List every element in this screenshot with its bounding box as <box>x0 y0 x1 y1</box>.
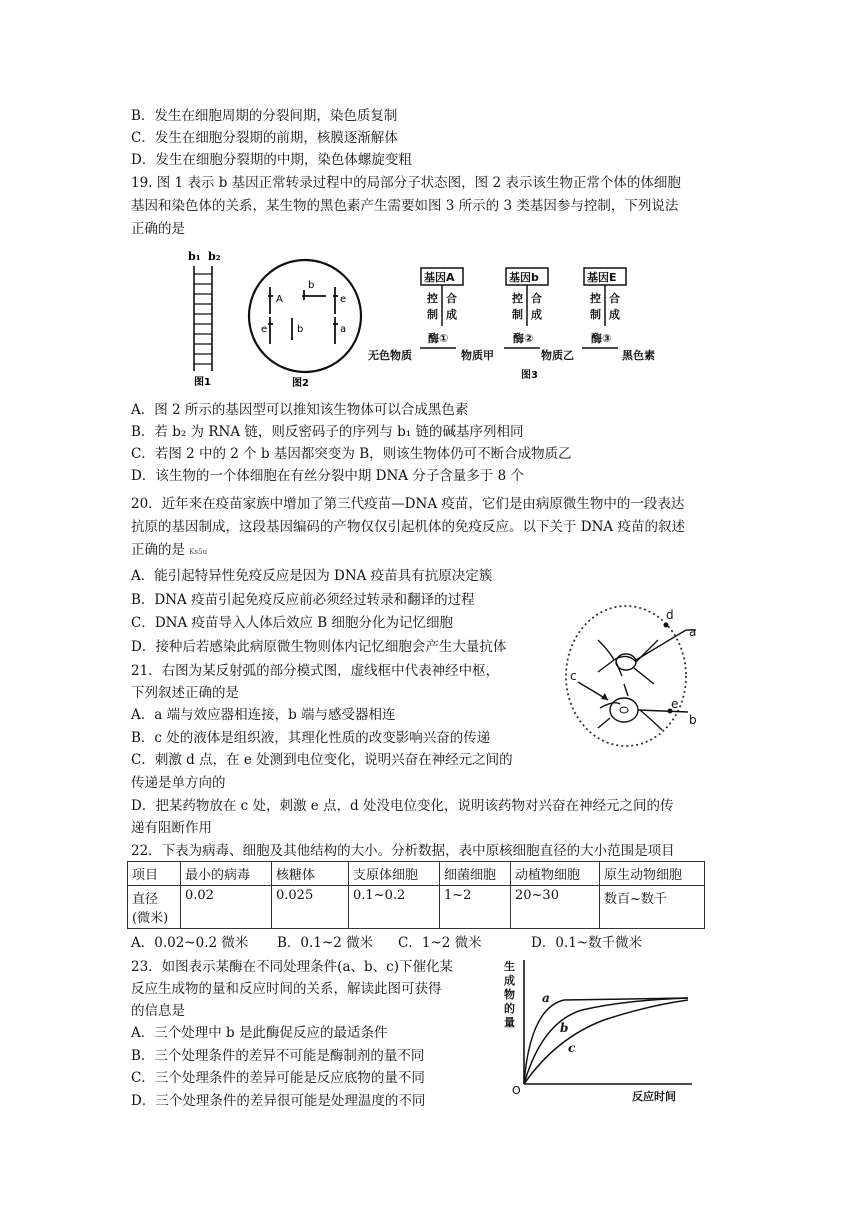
q23-stem-2: 反应生成物的量和反应时间的关系，解读此图可获得 <box>131 981 442 997</box>
ctrl-1-b: 合 <box>446 292 457 305</box>
table-row <box>128 886 705 929</box>
q21-option-d-2: 递有阻断作用 <box>131 820 212 836</box>
q21-option-c-1: C．刺激 d 点，在 e 处测到电位变化，说明兴奋在神经元之间的 <box>131 752 513 768</box>
table-cell: 0.025 <box>272 886 349 929</box>
ylabel-2: 成 <box>504 974 515 987</box>
q21-option-a: A．a 端与效应器相连接，b 端与感受器相连 <box>131 707 396 723</box>
q20-option-c: C．DNA 疫苗导入人体后效应 B 细胞分化为记忆细胞 <box>131 615 454 631</box>
q19-stem-1: 19. 图 1 表示 b 基因正常转录过程中的局部分子状态图，图 2 表示该生物正常个体的体细胞 <box>131 175 681 191</box>
reaction-graph <box>496 956 706 1106</box>
ylabel-5: 量 <box>504 1016 515 1029</box>
substance-colorless: 无色物质 <box>368 349 412 362</box>
q21-option-b: B．c 处的液体是组织液，其理化性质的改变影响兴奋的传递 <box>131 730 491 746</box>
q20-option-a: A．能引起特异性免疫反应是因为 DNA 疫苗具有抗原决定簇 <box>131 568 493 584</box>
table-cell: 0.1~0.2 <box>349 886 440 929</box>
q22-option-a: A．0.02~0.2 微米 <box>131 935 249 951</box>
table-header-cell: 支原体细胞 <box>349 862 440 886</box>
table-cell: 数百~数千 <box>600 886 705 929</box>
fig2-label-e-left: e <box>261 324 268 335</box>
curve-c <box>524 1000 688 1084</box>
q21-option-c-2: 传递是单方向的 <box>131 775 226 791</box>
ctrl-3-c: 制 <box>590 308 601 321</box>
table-header-cell: 原生动物细胞 <box>600 862 705 886</box>
ctrl-1-d: 成 <box>446 308 457 321</box>
ctrl-3-a: 控 <box>590 292 601 305</box>
q19-option-d: D．该生物的一个体细胞在有丝分裂中期 DNA 分子含量多于 8 个 <box>131 468 524 484</box>
watermark: Ks5u <box>189 548 208 556</box>
enzyme-1: 酶① <box>428 332 449 345</box>
curve-label-b: b <box>560 1021 569 1035</box>
curve-b <box>524 998 688 1084</box>
arc-label-a: a <box>689 625 697 639</box>
size-table <box>127 861 705 929</box>
q18-option-b: B．发生在细胞周期的分裂间期，染色质复制 <box>131 108 398 124</box>
origin-label: O <box>512 1084 521 1097</box>
gene-b-label: 基因b <box>509 271 539 284</box>
gene-E-label: 基因E <box>587 271 617 284</box>
ctrl-3-d: 成 <box>609 308 620 321</box>
figure-reflex-arc <box>558 600 706 750</box>
table-header-row <box>128 862 705 886</box>
curve-a <box>524 998 688 1084</box>
xlabel: 反应时间 <box>632 1090 676 1103</box>
q21-stem-1: 21．右图为某反射弧的部分模式图，虚线框中代表神经中枢， <box>131 663 500 679</box>
ctrl-1-c: 制 <box>427 308 438 321</box>
arc-label-d: d <box>666 608 674 622</box>
arc-label-c: c <box>570 669 577 683</box>
fig2-label-e-right: e <box>340 294 347 305</box>
q22-stem: 22．下表为病毒、细胞及其他结构的大小。分析数据，表中原核细胞直径的大小范围是项目 <box>131 843 675 859</box>
fig1-label-b2: b₂ <box>208 250 221 263</box>
q19-option-c: C．若图 2 中的 2 个 b 基因都突变为 B，则该生物体仍可不断合成物质乙 <box>131 446 572 462</box>
q21-stem-2: 下列叙述正确的是 <box>131 685 239 701</box>
ylabel-1: 生 <box>504 960 515 973</box>
q20-stem-1: 20．近年来在疫苗家族中增加了第三代疫苗—DNA 疫苗，它们是由病原微生物中的一段表达 <box>131 496 685 512</box>
substance-A: 物质甲 <box>461 349 494 362</box>
q22-option-c: C．1~2 微米 <box>398 935 482 951</box>
table-header-cell: 项目 <box>128 862 181 886</box>
arc-label-e: e <box>671 697 679 711</box>
table-header-cell: 最小的病毒 <box>181 862 272 886</box>
fig2-label-a: a <box>340 324 347 335</box>
ctrl-2-a: 控 <box>512 292 523 305</box>
table-header-cell: 动植物细胞 <box>511 862 600 886</box>
ylabel-4: 的 <box>504 1002 515 1015</box>
q23-option-a: A．三个处理中 b 是此酶促反应的最适条件 <box>131 1025 388 1041</box>
fig2-label-A: A <box>276 294 283 305</box>
fig1-label-b1: b₁ <box>188 250 201 263</box>
table-cell: 1~2 <box>440 886 511 929</box>
figure-1-ladder <box>180 246 236 390</box>
q19-stem-2: 基因和染色体的关系，某生物的黑色素产生需要如图 3 所示的 3 类基因参与控制，下列说法 <box>131 198 679 214</box>
q23-option-d: D．三个处理条件的差异很可能是处理温度的不同 <box>131 1093 426 1109</box>
gene-A-label: 基因A <box>424 271 455 284</box>
arc-label-b: b <box>689 713 697 727</box>
q22-option-b: B．0.1~2 微米 <box>277 935 374 951</box>
table-header-cell: 核糖体 <box>272 862 349 886</box>
ctrl-1-a: 控 <box>427 292 438 305</box>
enzyme-3: 酶③ <box>591 332 612 345</box>
q18-option-d: D．发生在细胞分裂期的中期，染色体螺旋变粗 <box>131 152 412 168</box>
table-cell-diameter: 直径 (微米) <box>128 886 181 929</box>
table-cell: 20~30 <box>511 886 600 929</box>
figure-2-cell <box>240 252 370 392</box>
q20-stem-2: 抗原的基因制成，这段基因编码的产物仅仅引起机体的免疫反应。以下关于 DNA 疫苗的叙述 <box>131 519 685 535</box>
q19-option-b: B．若 b₂ 为 RNA 链，则反密码子的序列与 b₁ 链的碱基序列相同 <box>131 424 524 440</box>
figure-3-pathway <box>366 262 682 388</box>
fig2-caption: 图2 <box>292 378 309 389</box>
q23-option-b: B．三个处理条件的差异不可能是酶制剂的量不同 <box>131 1048 425 1064</box>
fig2-label-b-bottom: b <box>297 324 304 335</box>
substance-melanin: 黑色素 <box>622 349 655 362</box>
q21-option-d-1: D．把某药物放在 c 处，刺激 e 点，d 处没电位变化，说明该药物对兴奋在神经元之间的传 <box>131 798 674 814</box>
curve-label-c: c <box>568 1041 576 1055</box>
q20-option-b: B．DNA 疫苗引起免疫反应前必须经过转录和翻译的过程 <box>131 592 475 608</box>
fig3-caption: 图3 <box>521 370 538 381</box>
ctrl-2-d: 成 <box>531 308 542 321</box>
q23-stem-3: 的信息是 <box>131 1003 185 1019</box>
q20-option-d: D．接种后若感染此病原微生物则体内记忆细胞会产生大量抗体 <box>131 639 507 655</box>
table-header-cell: 细菌细胞 <box>440 862 511 886</box>
table-cell: 0.02 <box>181 886 272 929</box>
ctrl-2-b: 合 <box>531 292 542 305</box>
q23-stem-1: 23．如图表示某酶在不同处理条件(a、b、c)下催化某 <box>131 959 453 975</box>
fig2-label-b-top: b <box>308 280 315 291</box>
ylabel-3: 物 <box>504 988 515 1001</box>
enzyme-2: 酶② <box>513 332 534 345</box>
curve-label-a: a <box>542 991 550 1005</box>
q19-stem-3: 正确的是 <box>131 221 185 237</box>
q19-option-a: A．图 2 所示的基因型可以推知该生物体可以合成黑色素 <box>131 402 469 418</box>
q23-option-c: C．三个处理条件的差异可能是反应底物的量不同 <box>131 1070 425 1086</box>
substance-B: 物质乙 <box>541 349 574 362</box>
q18-option-c: C．发生在细胞分裂期的前期，核膜逐渐解体 <box>131 130 398 146</box>
ctrl-3-b: 合 <box>609 292 620 305</box>
ctrl-2-c: 制 <box>512 308 523 321</box>
fig1-caption: 图1 <box>194 377 211 388</box>
q20-stem-3: 正确的是 Ks5u <box>131 542 208 558</box>
q22-option-d: D．0.1~数千微米 <box>531 935 643 951</box>
